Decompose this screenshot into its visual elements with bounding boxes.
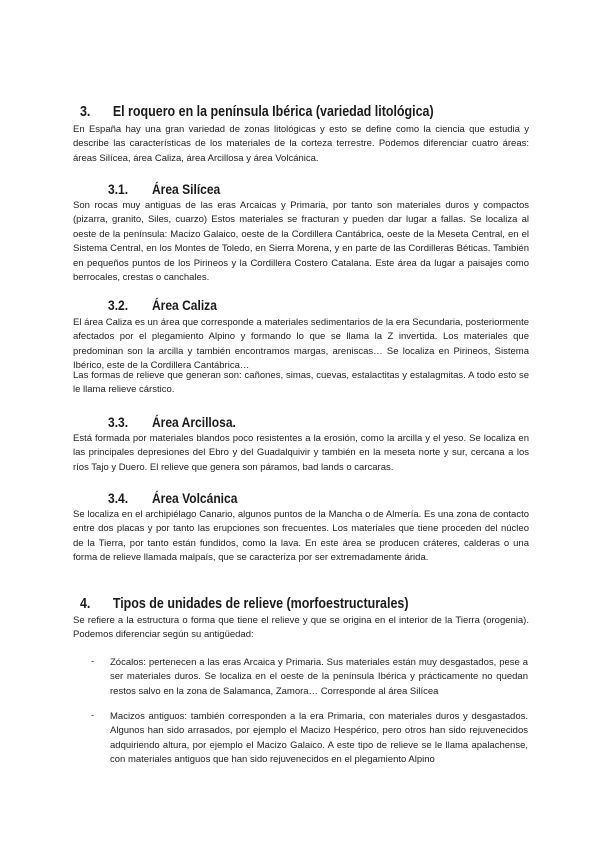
subsection-number: 3.1. xyxy=(108,181,129,197)
subsection-number: 3.3. xyxy=(108,414,129,430)
subsection-paragraph-2: Las formas de relieve que generan son: cañones, simas, cuevas, estalactitas y estalagmitas. A todo esto se le llama relieve cárstico. xyxy=(73,370,529,396)
subsection-paragraph: Son rocas muy antiguas de las eras Arcaicas y Primaria, por tanto son materiales duros y compactos (pizarra, granito, Siles, cuarzo) Estos materiales se fracturan y pueden dar lugar a fallas. Se localiza al oeste de la península: Macizo Galaico, oeste de la Cordillera Cantábrica, oeste de la Meseta Central, en el Sistema Central, en los Montes de Toledo, en Sierra Morena, y en parte de las Cordilleras Béticas. También en pequeños puntos de los Pirineos y la Cordillera Costero Catalana. Este área da lugar a paisajes como berrocales, crestas o canchales. xyxy=(73,200,529,284)
subsection-paragraph: Está formada por materiales blandos poco resistentes a la erosión, como la arcilla y el yeso. Se localiza en las principales depresiones del Ebro y del Guadalquivir y también en la meseta norte y sur, cercana a los ríos Tajo y Duero. El relieve que genera son páramos, bad lands o carcaras. xyxy=(73,433,529,473)
section-paragraph: Se refiere a la estructura o forma que tiene el relieve y que se origina en el interior de la Tierra (orogenia). Podemos diferenciar según su antigüedad: xyxy=(73,615,529,641)
subsection-heading xyxy=(108,490,237,506)
section-paragraph: En España hay una gran variedad de zonas litológicas y esto se define como la ciencia que estudia y describe las características de los materiales de la corteza terrestre. Podemos diferenciar cuatro áreas: áreas Silícea, área Caliza, área Arcillosa y área Volcánica. xyxy=(73,124,529,164)
subsection-heading xyxy=(108,414,236,430)
subsection-title: Área Silícea xyxy=(151,181,221,197)
subsection-title: Área Volcánica xyxy=(151,490,238,506)
section-title: El roquero en la península Ibérica (variedad litológica) xyxy=(112,104,434,120)
section-title: Tipos de unidades de relieve (morfoestructurales) xyxy=(112,596,409,612)
list-item: Zócalos: pertenecen a las eras Arcaica y Primaria. Sus materiales están muy desgastados, pese a ser materiales duros. Se localiza en el oeste de la península Ibérica y prácticamente no quedan restos salvo en la zona de Salamanca, Zamora… Corresponde al área Silícea xyxy=(110,657,528,697)
subsection-paragraph: Se localiza en el archipiélago Canario, algunos puntos de la Mancha o de Almería. Es una zona de contacto entre dos placas y por tanto las erupciones son frecuentes. Los materiales que tiene proceden del núcleo de la Tierra, por tanto están fundidos, como la lava. En este área se producen cráteres, calderas o una forma de relieve llamada malpaís, que se caracteriza por ser extremadamente árida. xyxy=(73,509,529,564)
subsection-heading xyxy=(108,297,217,313)
section-number: 4. xyxy=(80,596,91,612)
section-heading xyxy=(80,596,408,612)
subsection-number: 3.2. xyxy=(108,297,129,313)
subsection-paragraph: El área Caliza es un área que corresponde a materiales sedimentarios de la era Secundaria, posteriormente afectados por el plegamiento Alpino y formando lo que se llama la Z invertida. Los materiales que predominan son la arcilla y también encontramos margas, areniscas… Se localiza en Pirineos, Sistema Ibérico, este de la Cordillera Cantábrica… xyxy=(73,317,529,372)
section-heading xyxy=(80,104,434,120)
subsection-title: Área Caliza xyxy=(151,297,217,313)
subsection-title: Área Arcillosa. xyxy=(151,414,236,430)
subsection-number: 3.4. xyxy=(108,490,129,506)
list-item: Macizos antiguos: también corresponden a la era Primaria, con materiales duros y desgastados. Algunos han sido arrasados, por ejemplo el Macizo Hespérico, pero otros han sido rejuvenecidos adquiriendo altura, por ejemplo el Macizo Galaico. A este tipo de relieve se le llama apalachense, con materiales antiguos que han sido rejuvenecidos en el plegamiento Alpino xyxy=(110,711,528,766)
list-bullet: - xyxy=(91,656,95,667)
subsection-heading xyxy=(108,181,220,197)
list-bullet: - xyxy=(91,710,95,721)
section-number: 3. xyxy=(80,104,91,120)
